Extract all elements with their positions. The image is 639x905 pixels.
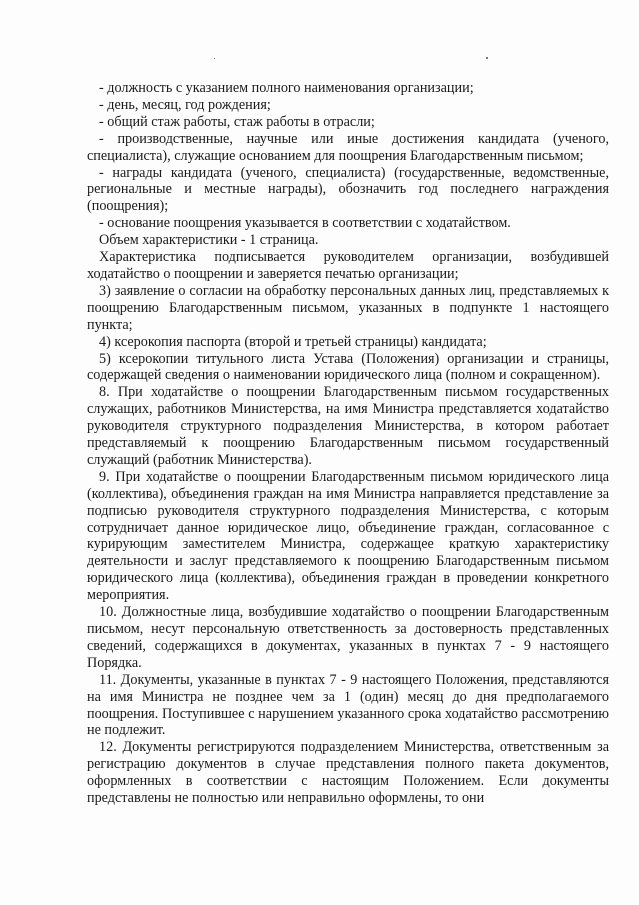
- scan-speck: [486, 57, 488, 59]
- paragraph-item-3: 3) заявление о согласии на обработку персональных данных лиц, представляемых к поощрению Благодарственным письмом, указанных в подпункте 1 настоящего пункта;: [87, 282, 609, 333]
- paragraph-item-4: 4) ксерокопия паспорта (второй и третьей страницы) кандидата;: [99, 333, 487, 350]
- paragraph-awards: - награды кандидата (ученого, специалиста) (государственные, ведомственные, региональные и местные награды), обозначить год последнего награждения (поощрения);: [87, 164, 609, 215]
- paragraph-signature: Характеристика подписывается руководителем организации, возбудившей ходатайство о поощрении и заверяется печатью организации;: [87, 249, 609, 282]
- paragraph-section-10: 10. Должностные лица, возбудившие ходатайство о поощрении Благодарственным письмом, несут персональную ответственность за достоверность представленных сведений, содержащихся в документах, указанных в пунктах 7 - 9 настоящего Порядка.: [87, 604, 609, 671]
- paragraph-birth-date: - день, месяц, год рождения;: [99, 96, 271, 113]
- paragraph-achievements: - производственные, научные или иные достижения кандидата (ученого, специалиста), служащие основанием для поощрения Благодарственным письмом;: [87, 130, 609, 164]
- paragraph-basis: - основание поощрения указывается в соответствии с ходатайством.: [99, 215, 511, 232]
- paragraph-work-experience: - общий стаж работы, стаж работы в отрасли;: [99, 113, 375, 130]
- document-body: [87, 80, 609, 807]
- paragraph-position: - должность с указанием полного наименования организации;: [99, 80, 474, 96]
- paragraph-section-11: 11. Документы, указанные в пунктах 7 - 9 настоящего Положения, представляются на имя Министра не позднее чем за 1 (один) месяц до дня предполагаемого поощрения. Поступившее с нарушением указанного срока ходатайство рассмотрению не подлежит.: [87, 671, 609, 739]
- paragraph-section-12: 12. Документы регистрируются подразделением Министерства, ответственным за регистрацию документов в случае представления полного пакета документов, оформленных в соответствии с настоящим Положением. Если документы представлены не полностью или неправильно оформлены, то они: [87, 739, 609, 807]
- scan-speck: [214, 58, 215, 59]
- paragraph-section-8: 8. При ходатайстве о поощрении Благодарственным письмом государственных служащих, работников Министерства, на имя Министра представляется ходатайство руководителя структурного подразделения Министерства, в котором работает представляемый к поощрению Благодарственным письмом государственный служащий (работник Министерства).: [87, 384, 609, 468]
- paragraph-item-5: 5) ксерокопии титульного листа Устава (Положения) организации и страницы, содержащей сведения о наименовании юридического лица (полном и сокращенном).: [87, 350, 609, 384]
- paragraph-volume: Объем характеристики - 1 страница.: [99, 232, 319, 249]
- paragraph-section-9: 9. При ходатайстве о поощрении Благодарственным письмом юридического лица (коллектива), объединения граждан на имя Министра направляется представление за подписью руководителя структурного подразделения Министерства, с которым сотрудничает данное юридическое лицо, объединение граждан, согласованное с курирующим заместителем Министра, содержащее краткую характеристику деятельности и заслуг представляемого к поощрению Благодарственным письмом юридического лица (коллектива), объединения граждан в проведении конкретного мероприятия.: [87, 468, 609, 604]
